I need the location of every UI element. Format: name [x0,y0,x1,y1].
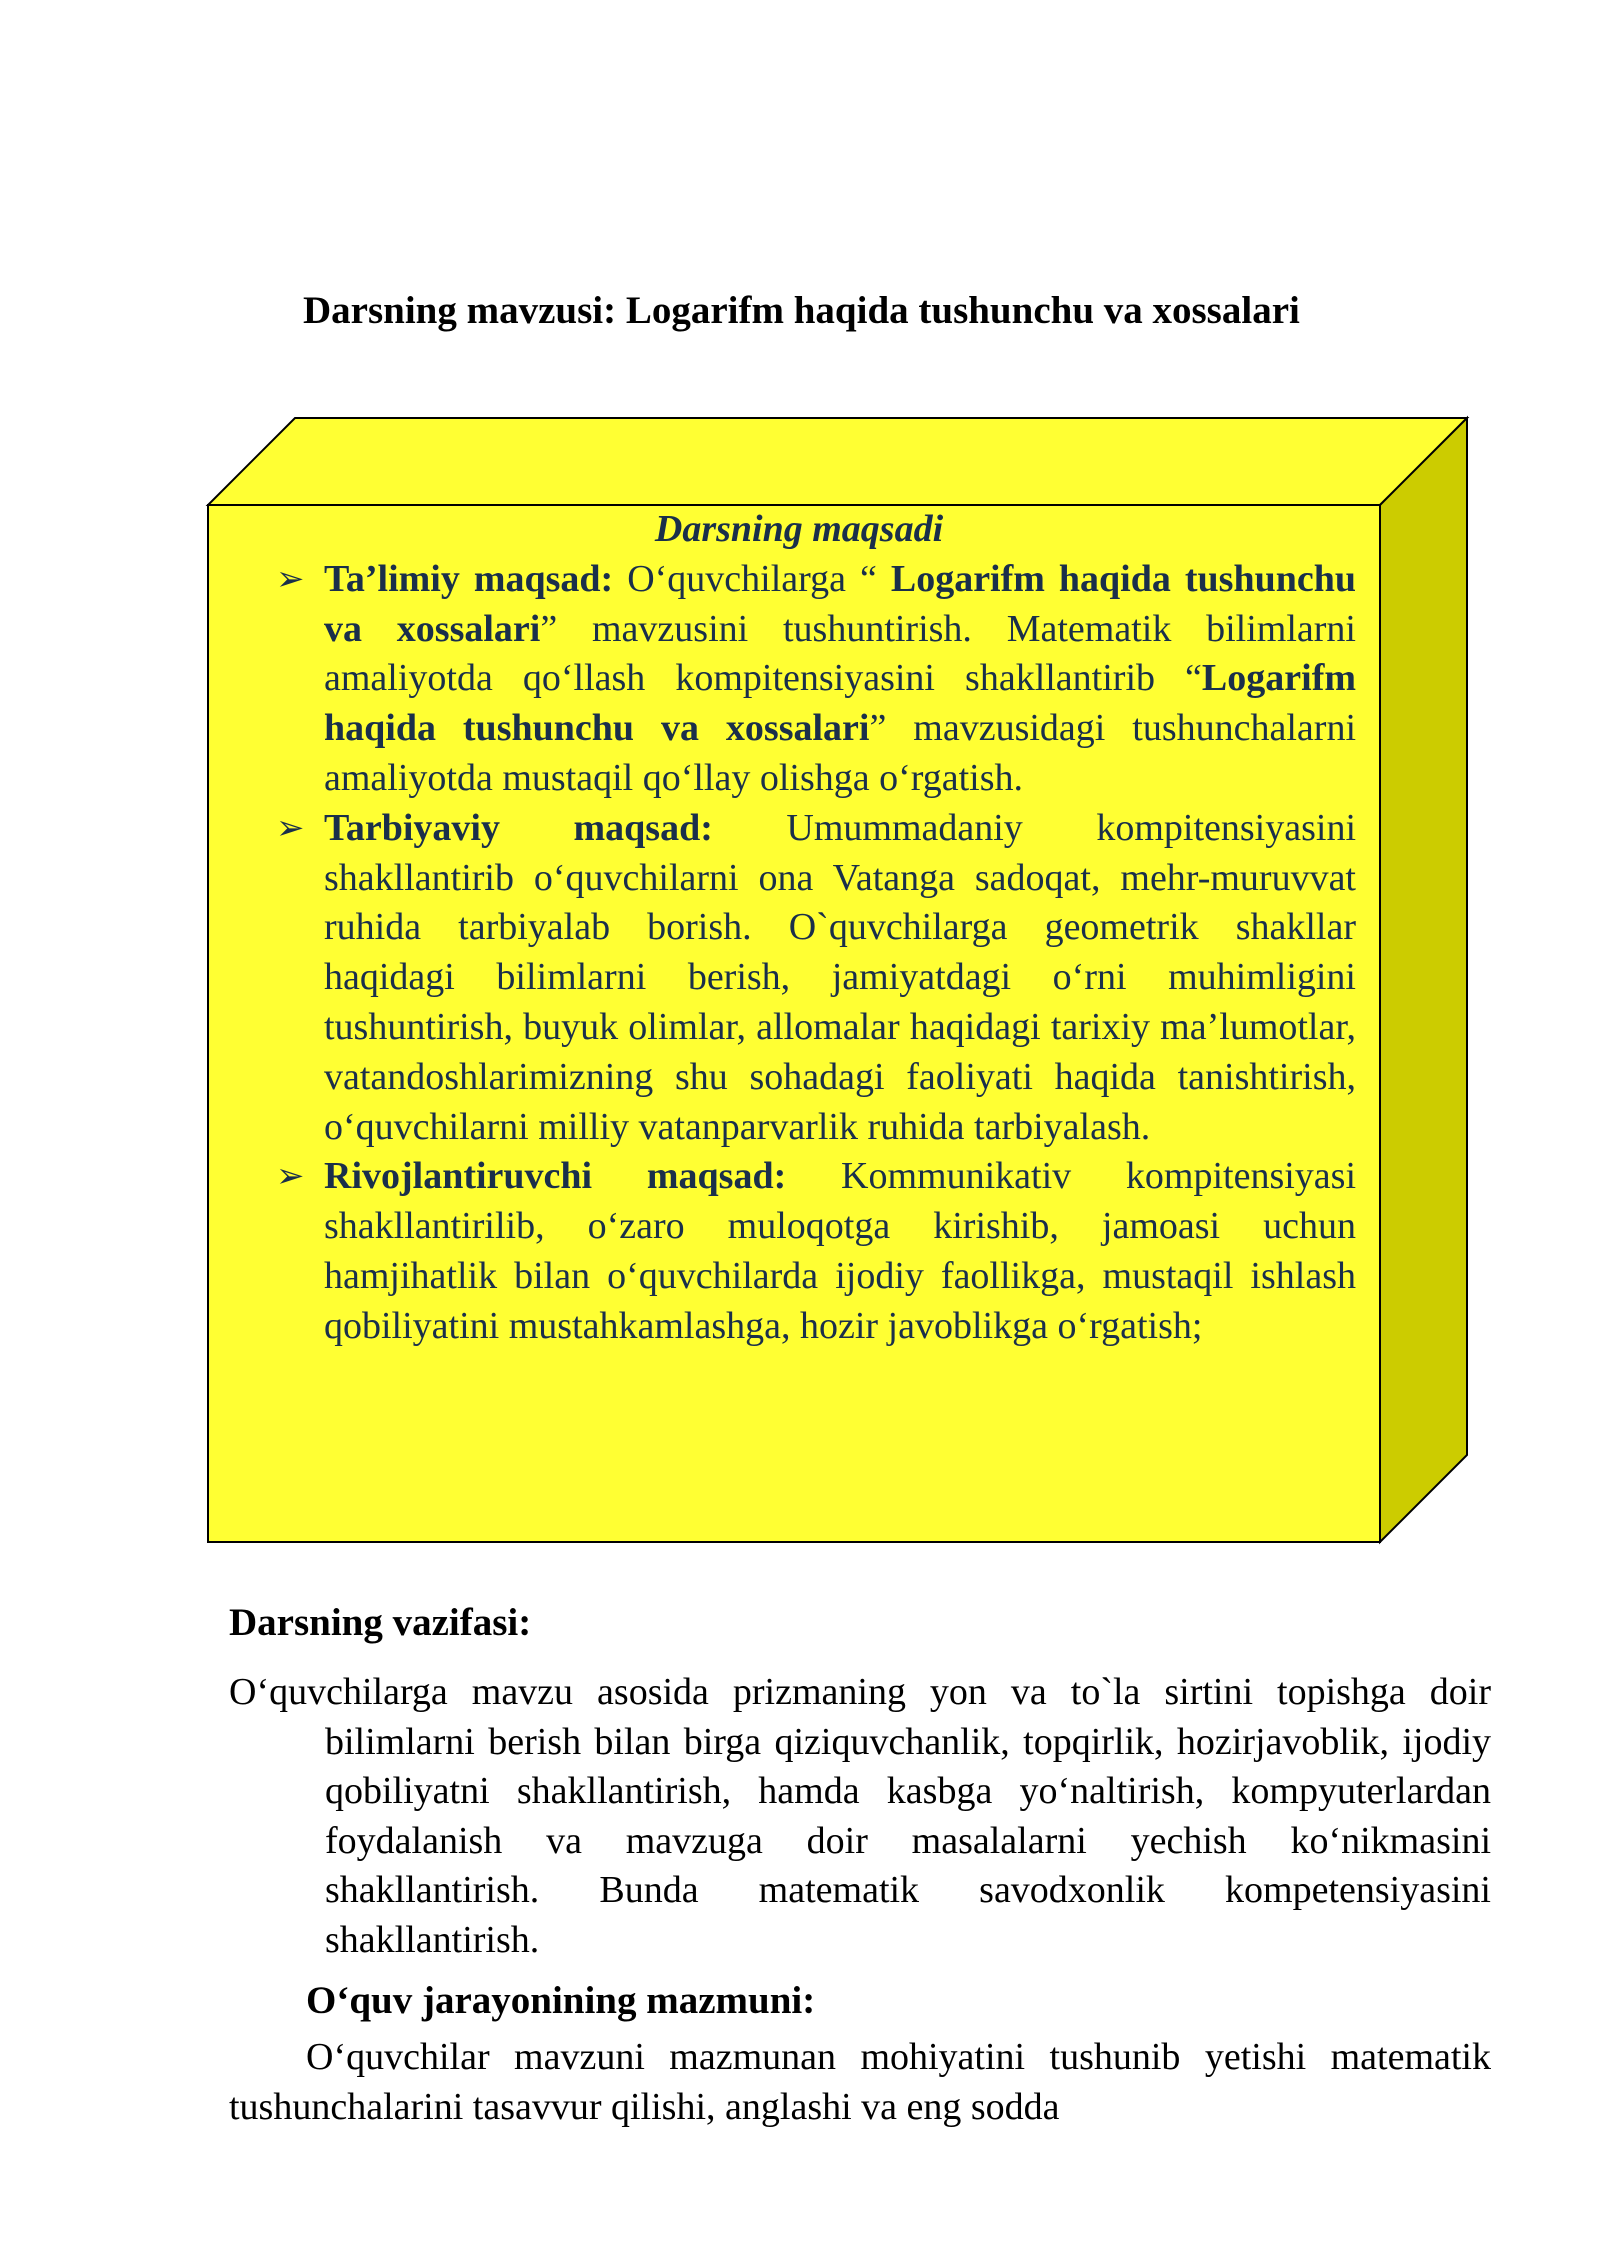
goal-text: Kommunikativ kompitensiyasi shakllantirilib, o‘zaro muloqotga kirishib, jamoasi uchun hamjihatlik bilan o‘quvchilarda ijodiy faollikga, mustaqil ishlash qobiliyatini mustahkamlashga, hozir javoblikga o‘rgatish; [324,1155,1357,1347]
goal-text: Umummadaniy kompitensiyasini shakllantirib o‘quvchilarni ona Vatanga sadoqat, mehr-muruvvat ruhida tarbiyalab borish. O`quvchilarga geometrik shakllar haqidagi bilimlarni berish, jamiyatdagi o‘rni muhimligini tushuntirish, buyuk olimlar, allomalar haqidagi tarixiy ma’lumotlar, vatandoshlarimizning shu sohadagi faoliyati haqida tanishtirish, o‘quvchilarni milliy vatanparvarlik ruhida tarbiyalash. [324,806,1356,1148]
goal-text: ” mavzusidagi tushunchalarni amaliyotda mustaqil qo‘llay olishga o‘rgatish. [324,707,1356,799]
box-side-face [1380,418,1467,1542]
arrow-bullet-icon: ➢ [276,560,305,598]
goal-text: O‘quvchilarga “ [613,557,891,600]
content-paragraph: O‘quvchilar mavzuni mazmunan mohiyatini tushunib yetishi matematik tushunchalarini tasavvur qilishi, anglashi va eng sodda [229,2036,1491,2128]
goal-topic-bold: Logarifm haqida tushunchu va xossalari [324,657,1356,750]
goal-item-upbringing [208,804,1380,1153]
box-top-face [208,418,1467,505]
content-heading: O‘quv jarayonining mazmuni: [306,1979,816,2022]
goal-label: Rivojlantiruvchi maqsad: [324,1155,787,1198]
goal-item-educational [208,555,1380,804]
goal-label: Ta’limiy maqsad: [324,557,614,600]
tasks-paragraph: O‘quvchilarga mavzu asosida prizmaning yon va to`la sirtini topishga doir bilimlarni berish bilan birga qiziquvchanlik, topqirlik, hozirjavoblik, ijodiy qobiliyatni shakllantirish, hamda kasbga yo‘naltirish, kompyuterlardan foydalanish va mavzuga doir masalalarni yechish ko‘nikmasini shakllantirish. Bunda matematik savodxonlik kompetensiyasini shakllantirish. [229,1671,1491,1961]
goals-box-content [208,505,1380,1542]
goal-topic-bold: Logarifm haqida tushunchu va xossalari [324,557,1356,650]
goal-label: Tarbiyaviy maqsad: [324,806,713,849]
lesson-topic-title: Darsning mavzusi: Logarifm haqida tushunchu va xossalari [303,289,1300,332]
goals-heading: Darsning maqsadi [654,508,944,550]
arrow-bullet-icon: ➢ [276,809,305,847]
goal-text: ” mavzusini tushuntirish. Matematik bilimlarni amaliyotda qo‘llash kompitensiyasini shakllantirib “ [324,607,1356,700]
tasks-heading: Darsning vazifasi: [229,1601,532,1644]
goal-item-developmental [208,1152,1380,1351]
arrow-bullet-icon: ➢ [276,1158,305,1196]
